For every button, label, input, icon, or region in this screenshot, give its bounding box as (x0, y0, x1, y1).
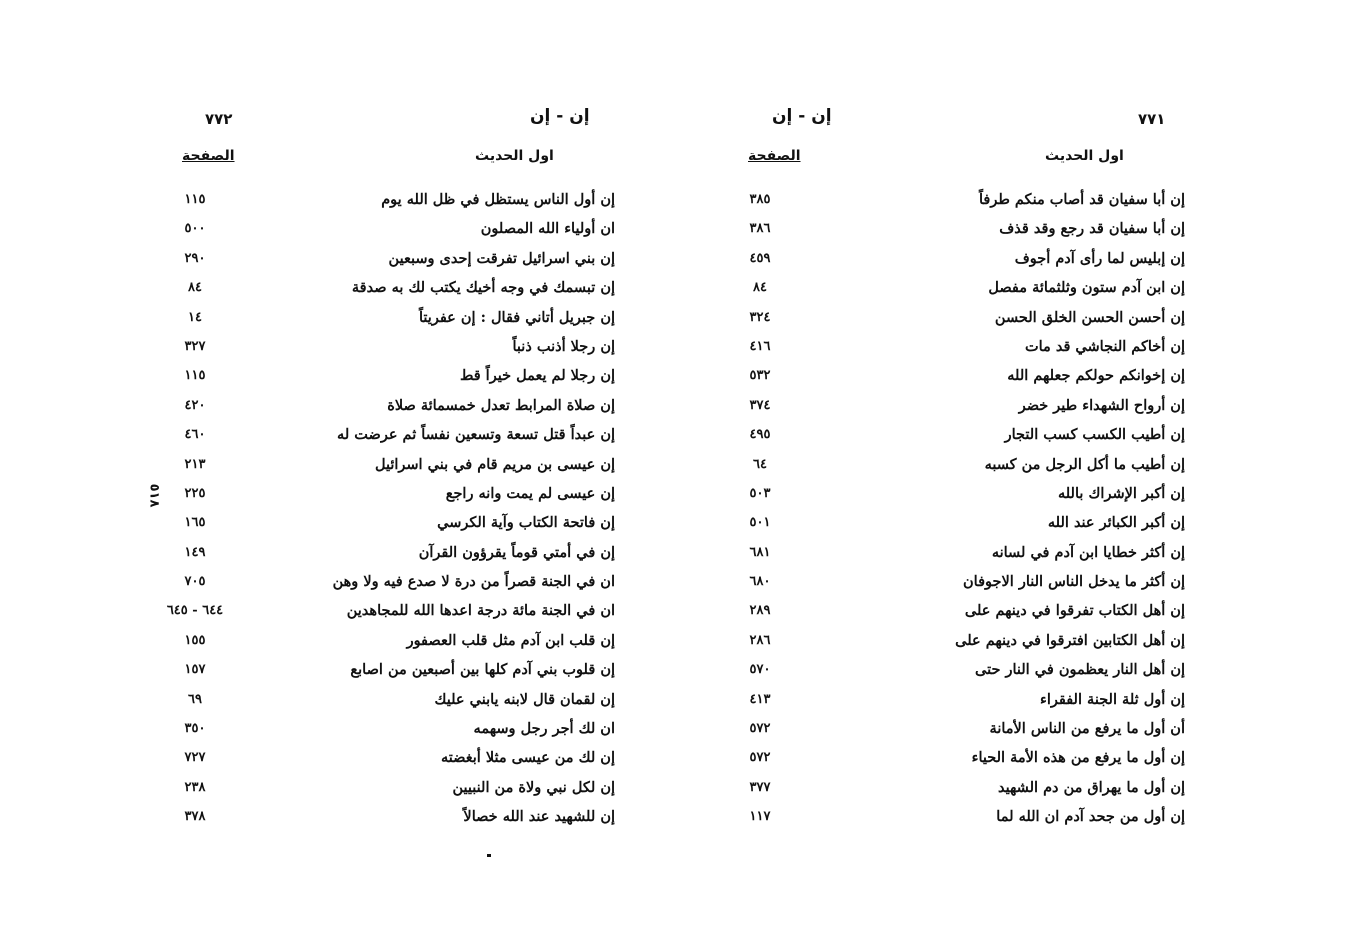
print-mark (487, 854, 491, 857)
hadith-page-ref: ٤٥٩ (749, 250, 771, 266)
hadith-page-ref: ١٤ (188, 309, 202, 325)
hadith-page-ref: ٥٠١ (749, 515, 771, 531)
hadith-page-ref: ٥٣٢ (749, 368, 771, 384)
hadith-page-ref: ٦٨٠ (749, 574, 771, 590)
hadith-opening: إن أول ثلة الجنة الفقراء (1040, 690, 1185, 708)
hadith-row (150, 214, 650, 243)
hadith-page-ref: ٤١٦ (749, 338, 771, 354)
hadith-page-ref: ٣٨٥ (749, 192, 771, 207)
hadith-row (150, 450, 650, 479)
hadith-row (720, 802, 1220, 831)
hadith-opening: إن أرواح الشهداء طير خضر (1018, 396, 1185, 414)
hadith-page-ref: ٣٧٨ (184, 809, 206, 825)
hadith-row (720, 773, 1220, 802)
hadith-opening: إن أطيب ما أكل الرجل من كسبه (984, 455, 1185, 473)
hadith-opening: إن إبليس لما رأى آدم أجوف (1014, 249, 1185, 267)
hadith-page-ref: ٥٠٣ (749, 485, 771, 501)
hadith-page-ref: ١٥٥ (184, 632, 206, 648)
hadith-row (150, 508, 650, 537)
hadith-page-ref: ١٥٧ (184, 662, 206, 678)
hadith-page-ref: ٧٠٥ (184, 574, 206, 590)
hadith-opening: إن عيسى بن مريم قام في بني اسرائيل (374, 455, 615, 473)
hadith-opening: إن للشهيد عند الله خصالاً (463, 808, 615, 826)
hadith-opening: إن عبداً قتل تسعة وتسعين نفساً ثم عرضت له (337, 426, 615, 444)
hadith-opening: إن أكبر الإشراك بالله (1057, 484, 1185, 502)
hadith-opening: إن لكل نبي ولاة من النبيين (452, 778, 615, 796)
hadith-page-ref: ٥٧٠ (749, 662, 771, 678)
hadith-list (720, 185, 1220, 832)
hadith-page-ref: ٢٩٠ (184, 250, 206, 266)
hadith-opening: إن لك من عيسى مثلا أبغضته (441, 749, 615, 767)
hadith-page-ref: ٥٧٢ (749, 750, 771, 766)
hadith-opening: إن أول الناس يستظل في ظل الله يوم (381, 191, 615, 208)
hadith-opening: إن قلب ابن آدم مثل قلب العصفور (406, 631, 615, 649)
page-number: ٧٧١ (1138, 110, 1166, 128)
running-head: إن - إن (530, 106, 590, 126)
hadith-opening: إن جبريل أتاني فقال : إن عفريتاً (419, 308, 615, 326)
hadith-opening: إن أبا سفيان قد رجع وقد قذف (999, 220, 1185, 238)
hadith-opening: إن لقمان قال لابنه يابني عليك (434, 690, 615, 708)
hadith-row (720, 714, 1220, 743)
column-header-page: الصفحة (182, 148, 235, 164)
hadith-row (720, 420, 1220, 449)
hadith-opening: إن أكبر الكبائر عند الله (1047, 514, 1185, 532)
hadith-row (720, 508, 1220, 537)
hadith-page-ref: ٤٢٠ (184, 397, 206, 413)
hadith-opening: ان في الجنة قصراً من درة لا صدع فيه ولا وهن (332, 573, 615, 591)
hadith-opening: إن عيسى لم يمت وانه راجع (445, 484, 615, 502)
hadith-row (150, 244, 650, 273)
hadith-row (720, 303, 1220, 332)
hadith-page-ref: ٢٢٥ (184, 485, 206, 501)
hadith-opening: إن بني اسرائيل تفرقت إحدى وسبعين (388, 249, 615, 267)
hadith-page-ref: ٦٩ (188, 691, 202, 707)
column-header-page: الصفحة (748, 148, 801, 164)
hadith-row (150, 626, 650, 655)
hadith-row (150, 714, 650, 743)
hadith-page-ref: ٤٦٠ (184, 427, 206, 443)
hadith-row (150, 303, 650, 332)
hadith-page-ref: ٦٤٤ - ٦٤٥ (166, 603, 224, 619)
hadith-opening: إن أطيب الكسب كسب التجار (1004, 426, 1185, 444)
hadith-row (150, 273, 650, 302)
hadith-opening: إن رجلا لم يعمل خيراً قط (459, 367, 615, 385)
hadith-opening: إن فاتحة الكتاب وآية الكرسي (437, 514, 615, 532)
hadith-opening: إن أكثر ما يدخل الناس النار الاجوفان (963, 573, 1185, 591)
hadith-row (720, 214, 1220, 243)
hadith-page-ref: ٣٧٤ (749, 397, 771, 413)
hadith-row (720, 596, 1220, 625)
hadith-row (720, 450, 1220, 479)
hadith-page-ref: ٢١٣ (184, 456, 206, 472)
hadith-row (720, 244, 1220, 273)
hadith-page-ref: ٣٥٠ (184, 721, 206, 737)
hadith-list (150, 185, 650, 832)
hadith-row (150, 332, 650, 361)
hadith-row (720, 332, 1220, 361)
hadith-row (720, 655, 1220, 684)
hadith-row (720, 538, 1220, 567)
hadith-page-ref: ٨٤ (753, 280, 767, 296)
hadith-row (150, 743, 650, 772)
hadith-opening: ان لك أجر رجل وسهمه (473, 720, 615, 738)
hadith-opening: إن أهل الكتاب تفرقوا في دينهم على (964, 602, 1185, 620)
hadith-page-ref: ١٤٩ (184, 544, 206, 560)
hadith-page-ref: ٣٢٤ (749, 309, 771, 325)
hadith-page-ref: ١١٥ (184, 368, 206, 384)
hadith-opening: إن صلاة المرابط تعدل خمسمائة صلاة (387, 396, 615, 414)
hadith-row (720, 685, 1220, 714)
hadith-row (150, 479, 650, 508)
hadith-page-ref: ٣٧٧ (749, 779, 771, 795)
hadith-row (720, 391, 1220, 420)
hadith-opening: إن رجلا أذنب ذنباً (512, 337, 615, 355)
hadith-row (150, 596, 650, 625)
hadith-row (150, 802, 650, 831)
hadith-page-ref: ٦٤ (753, 456, 767, 472)
hadith-opening: إن أول ما يهراق من دم الشهيد (997, 778, 1185, 796)
column-header-hadith: اول الحديث (475, 148, 554, 164)
column-header-hadith: اول الحديث (1045, 148, 1124, 164)
hadith-row (720, 743, 1220, 772)
hadith-opening: إن قلوب بني آدم كلها بين أصبعين من اصابع (350, 661, 615, 679)
hadith-page-ref: ٣٢٧ (184, 338, 206, 354)
hadith-page-ref: ١١٧ (749, 809, 771, 825)
hadith-opening: ان في الجنة مائة درجة اعدها الله للمجاهدين (346, 602, 615, 620)
hadith-page-ref: ٦٨١ (749, 544, 771, 560)
hadith-row (150, 185, 650, 214)
hadith-opening: إن أبا سفيان قد أصاب منكم طرفاً (978, 191, 1185, 208)
hadith-opening: أن أول ما يرفع من الناس الأمانة (989, 720, 1185, 738)
hadith-page-ref: ٥٧٢ (749, 721, 771, 737)
hadith-page-ref: ٢٨٦ (749, 632, 771, 648)
hadith-opening: إن أول ما يرفع من هذه الأمة الحياء (971, 749, 1185, 767)
left-page (150, 0, 650, 943)
hadith-opening: إن أحسن الحسن الخلق الحسن (994, 308, 1185, 326)
hadith-opening: إن إخوانكم حولكم جعلهم الله (1007, 367, 1185, 385)
side-page-number: ٥١٨ (146, 483, 162, 508)
hadith-row (150, 391, 650, 420)
hadith-opening: إن أكثر خطايا ابن آدم في لسانه (991, 543, 1185, 561)
hadith-row (720, 273, 1220, 302)
running-head: إن - إن (772, 106, 832, 126)
page-number: ٧٧٢ (205, 110, 233, 128)
hadith-opening: إن ابن آدم ستون وثلثمائة مفصل (988, 279, 1185, 297)
hadith-page-ref: ٨٤ (188, 280, 202, 296)
hadith-page-ref: ١١٥ (184, 192, 206, 207)
hadith-page-ref: ١٦٥ (184, 515, 206, 531)
hadith-row (150, 773, 650, 802)
hadith-opening: إن أهل النار يعظمون في النار حتى (975, 661, 1185, 679)
hadith-row (150, 655, 650, 684)
hadith-page-ref: ٢٨٩ (749, 603, 771, 619)
hadith-page-ref: ٣٨٦ (749, 221, 771, 237)
hadith-opening: إن أهل الكتابين افترقوا في دينهم على (955, 631, 1185, 649)
hadith-page-ref: ٢٣٨ (184, 779, 206, 795)
hadith-page-ref: ٤١٣ (749, 691, 771, 707)
hadith-row (720, 567, 1220, 596)
hadith-row (150, 567, 650, 596)
hadith-row (150, 685, 650, 714)
hadith-row (150, 420, 650, 449)
hadith-row (720, 626, 1220, 655)
hadith-row (150, 538, 650, 567)
hadith-opening: إن تبسمك في وجه أخيك يكتب لك به صدقة (351, 279, 615, 297)
hadith-opening: إن أخاكم النجاشي قد مات (1024, 337, 1185, 355)
hadith-opening: إن في أمتي قوماً يقرؤون القرآن (418, 543, 615, 561)
hadith-row (150, 361, 650, 390)
hadith-page-ref: ٤٩٥ (749, 427, 771, 443)
hadith-opening: ان أولياء الله المصلون (480, 220, 615, 238)
hadith-opening: إن أول من جحد آدم ان الله لما (996, 808, 1185, 826)
hadith-row (720, 185, 1220, 214)
hadith-row (720, 361, 1220, 390)
hadith-page-ref: ٧٢٧ (184, 750, 206, 766)
hadith-row (720, 479, 1220, 508)
right-page (720, 0, 1220, 943)
hadith-page-ref: ٥٠٠ (184, 221, 206, 237)
